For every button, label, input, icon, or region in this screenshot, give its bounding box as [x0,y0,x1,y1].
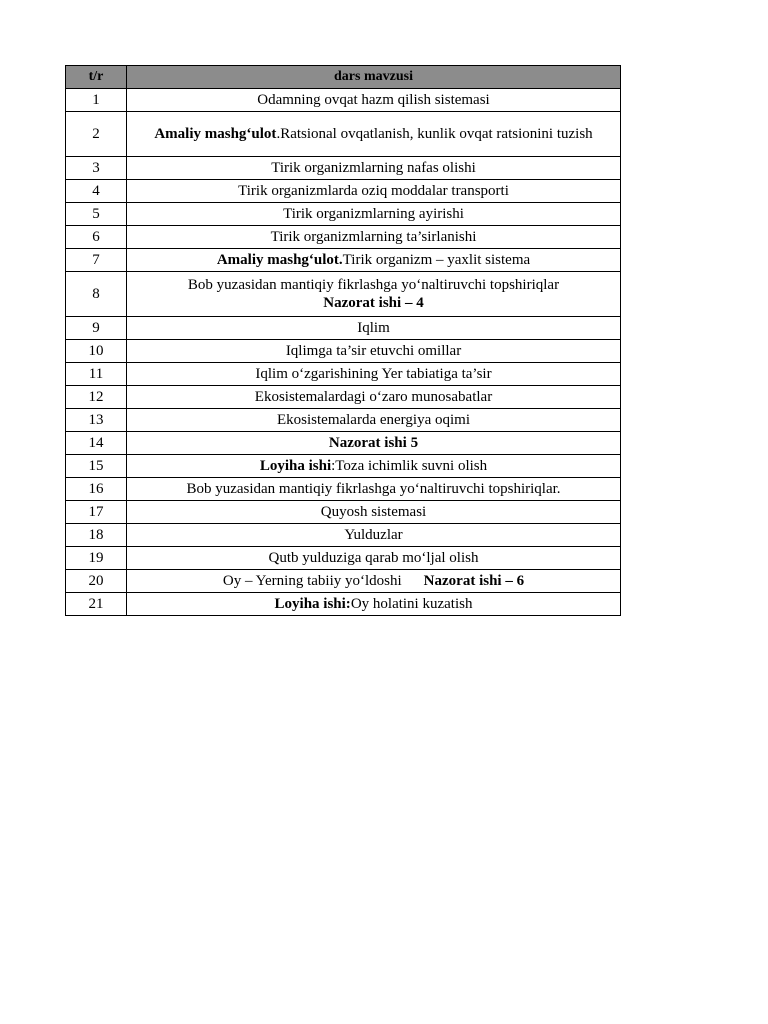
topic-bold: Amaliy mashg‘ulot. [216,252,343,268]
row-number: 6 [66,226,127,249]
table-row [66,593,621,616]
row-topic [127,363,621,386]
topic-text: :Toza ichimlik suvni olish [331,458,488,474]
row-topic [127,157,621,180]
row-topic [127,317,621,340]
table-header-row [66,66,621,89]
row-number: 3 [66,157,127,180]
table-row [66,226,621,249]
row-topic [127,409,621,432]
row-topic [127,226,621,249]
row-topic [127,501,621,524]
header-topic: dars mavzusi [127,66,621,89]
topic-text: Oy holatini kuzatish [350,596,473,612]
header-number: t/r [66,66,127,89]
topic-text: Tirik organizmlarning ayirishi [283,206,464,222]
topic-text: Bob yuzasidan mantiqiy fikrlashga yo‘naltiruvchi topshiriqlar. [186,481,561,497]
row-number: 15 [66,455,127,478]
row-topic [127,478,621,501]
table-row [66,478,621,501]
row-topic [127,340,621,363]
table-row [66,547,621,570]
row-number: 17 [66,501,127,524]
row-topic [127,249,621,272]
row-number: 11 [66,363,127,386]
row-number: 21 [66,593,127,616]
row-topic [127,180,621,203]
row-number: 13 [66,409,127,432]
row-number: 14 [66,432,127,455]
table-row [66,409,621,432]
row-topic [127,455,621,478]
topic-text: Ekosistemalarda energiya oqimi [276,412,470,428]
topic-text: Oy – Yerning tabiiy yo‘ldoshi [222,573,402,589]
row-topic [127,272,621,317]
row-topic [127,386,621,409]
topic-text: Tirik organizmlarda oziq moddalar transporti [238,183,509,199]
topic-bold: Loyiha ishi [259,458,332,474]
row-number: 18 [66,524,127,547]
topic-bold: Amaliy mashg‘ulot [154,126,277,142]
row-number: 16 [66,478,127,501]
topic-text: Quyosh sistemasi [320,504,427,520]
table-row [66,501,621,524]
row-number: 1 [66,89,127,112]
row-number: 12 [66,386,127,409]
row-topic [127,112,621,157]
topic-bold: Nazorat ishi 5 [328,435,419,451]
row-number: 5 [66,203,127,226]
row-number: 20 [66,570,127,593]
topic-text: Tirik organizm – yaxlit sistema [342,252,531,268]
row-topic [127,203,621,226]
topic-text: Yulduzlar [344,527,403,543]
topic-text: Iqlim o‘zgarishining Yer tabiatiga ta’sir [255,366,492,382]
topic-text: Odamning ovqat hazm qilish sistemasi [257,92,490,108]
row-number: 19 [66,547,127,570]
table-row [66,340,621,363]
topic-bold: Loyiha ishi: [274,596,351,612]
table-row [66,524,621,547]
table-row [66,157,621,180]
row-number: 7 [66,249,127,272]
table-row [66,432,621,455]
table-row [66,317,621,340]
topic-text: Bob yuzasidan mantiqiy fikrlashga yo‘naltiruvchi topshiriqlar [187,277,560,293]
topic-text: Tirik organizmlarning ta’sirlanishi [270,229,477,245]
row-topic [127,570,621,593]
topic-text: Iqlimga ta’sir etuvchi omillar [285,343,462,359]
topic-text: Tirik organizmlarning nafas olishi [271,160,476,176]
table-row [66,89,621,112]
table-row [66,272,621,317]
table-row [66,112,621,157]
table-row [66,570,621,593]
row-number: 4 [66,180,127,203]
table-row [66,386,621,409]
topic-bold: Nazorat ishi – 4 [323,295,424,311]
row-topic [127,524,621,547]
table-row [66,455,621,478]
topic-text: Qutb yulduziga qarab mo‘ljal olish [268,550,479,566]
topic-bold: Nazorat ishi – 6 [423,573,525,589]
row-number: 8 [66,272,127,317]
table-row [66,203,621,226]
row-topic [127,547,621,570]
row-topic [127,89,621,112]
topic-text: Iqlim [357,320,390,336]
row-topic [127,593,621,616]
table-row [66,180,621,203]
row-number: 2 [66,112,127,157]
row-topic [127,432,621,455]
topic-text: Ekosistemalardagi o‘zaro munosabatlar [254,389,493,405]
lesson-table [65,65,621,616]
topic-text: .Ratsional ovqatlanish, kunlik ovqat ratsionini tuzish [276,126,593,142]
table-row [66,363,621,386]
row-number: 9 [66,317,127,340]
row-number: 10 [66,340,127,363]
table-row [66,249,621,272]
